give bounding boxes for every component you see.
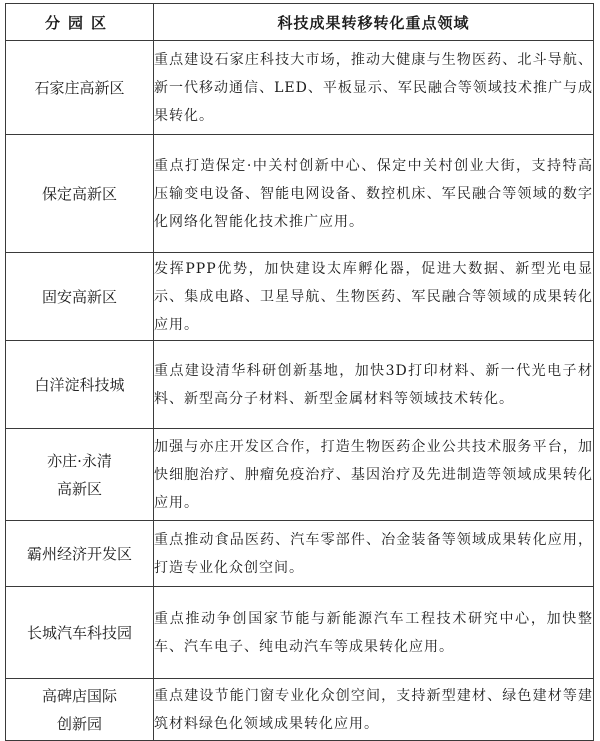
desc-cell: 重点推动食品医药、汽车零部件、冶金装备等领域成果转化应用，打造专业化众创空间。 (154, 521, 594, 587)
desc-cell: 重点推动争创国家节能与新能源汽车工程技术研究中心，加快整车、汽车电子、纯电动汽车等成果转化应用。 (154, 587, 594, 679)
zone-cell: 白洋淀科技城 (6, 341, 154, 429)
table-row (6, 587, 594, 679)
zone-cell: 保定高新区 (6, 135, 154, 253)
header-zone: 分园区 (6, 4, 154, 41)
table-row (6, 429, 594, 521)
table-row (6, 135, 594, 253)
header-row (6, 4, 594, 41)
zone-cell (6, 679, 154, 741)
zone-cell: 霸州经济开发区 (6, 521, 154, 587)
zone-label: 高碑店国际创新园 (41, 686, 117, 733)
zone-label: 亦庄·永清高新区 (47, 451, 112, 498)
desc-cell: 重点打造保定·中关村创新中心、保定中关村创业大街，支持特高压输变电设备、智能电网设备、数控机床、军民融合等领域的数字化网络化智能化技术推广应用。 (154, 135, 594, 253)
desc-cell: 发挥PPP优势，加快建设太库孵化器，促进大数据、新型光电显示、集成电路、卫星导航、生物医药、军民融合等领域的成果转化应用。 (154, 253, 594, 341)
table-row (6, 341, 594, 429)
table-row (6, 41, 594, 135)
header-field: 科技成果转移转化重点领域 (154, 4, 594, 41)
desc-cell: 重点建设清华科研创新基地，加快3D打印材料、新一代光电子材料、新型高分子材料、新型金属材料等领域技术转化。 (154, 341, 594, 429)
table-row (6, 521, 594, 587)
desc-cell: 加强与亦庄开发区合作，打造生物医药企业公共技术服务平台，加快细胞治疗、肿瘤免疫治疗、基因治疗及先进制造等领域成果转化应用。 (154, 429, 594, 521)
table-wrapper (5, 3, 593, 741)
table-row (6, 679, 594, 741)
zone-cell: 长城汽车科技园 (6, 587, 154, 679)
desc-cell: 重点建设石家庄科技大市场，推动大健康与生物医药、北斗导航、新一代移动通信、LED、平板显示、军民融合等领域技术推广与成果转化。 (154, 41, 594, 135)
zones-table (5, 3, 594, 741)
zone-cell: 固安高新区 (6, 253, 154, 341)
table-row (6, 253, 594, 341)
zone-cell (6, 429, 154, 521)
zone-cell: 石家庄高新区 (6, 41, 154, 135)
desc-cell: 重点建设节能门窗专业化众创空间，支持新型建材、绿色建材等建筑材料绿色化领域成果转化应用。 (154, 679, 594, 741)
